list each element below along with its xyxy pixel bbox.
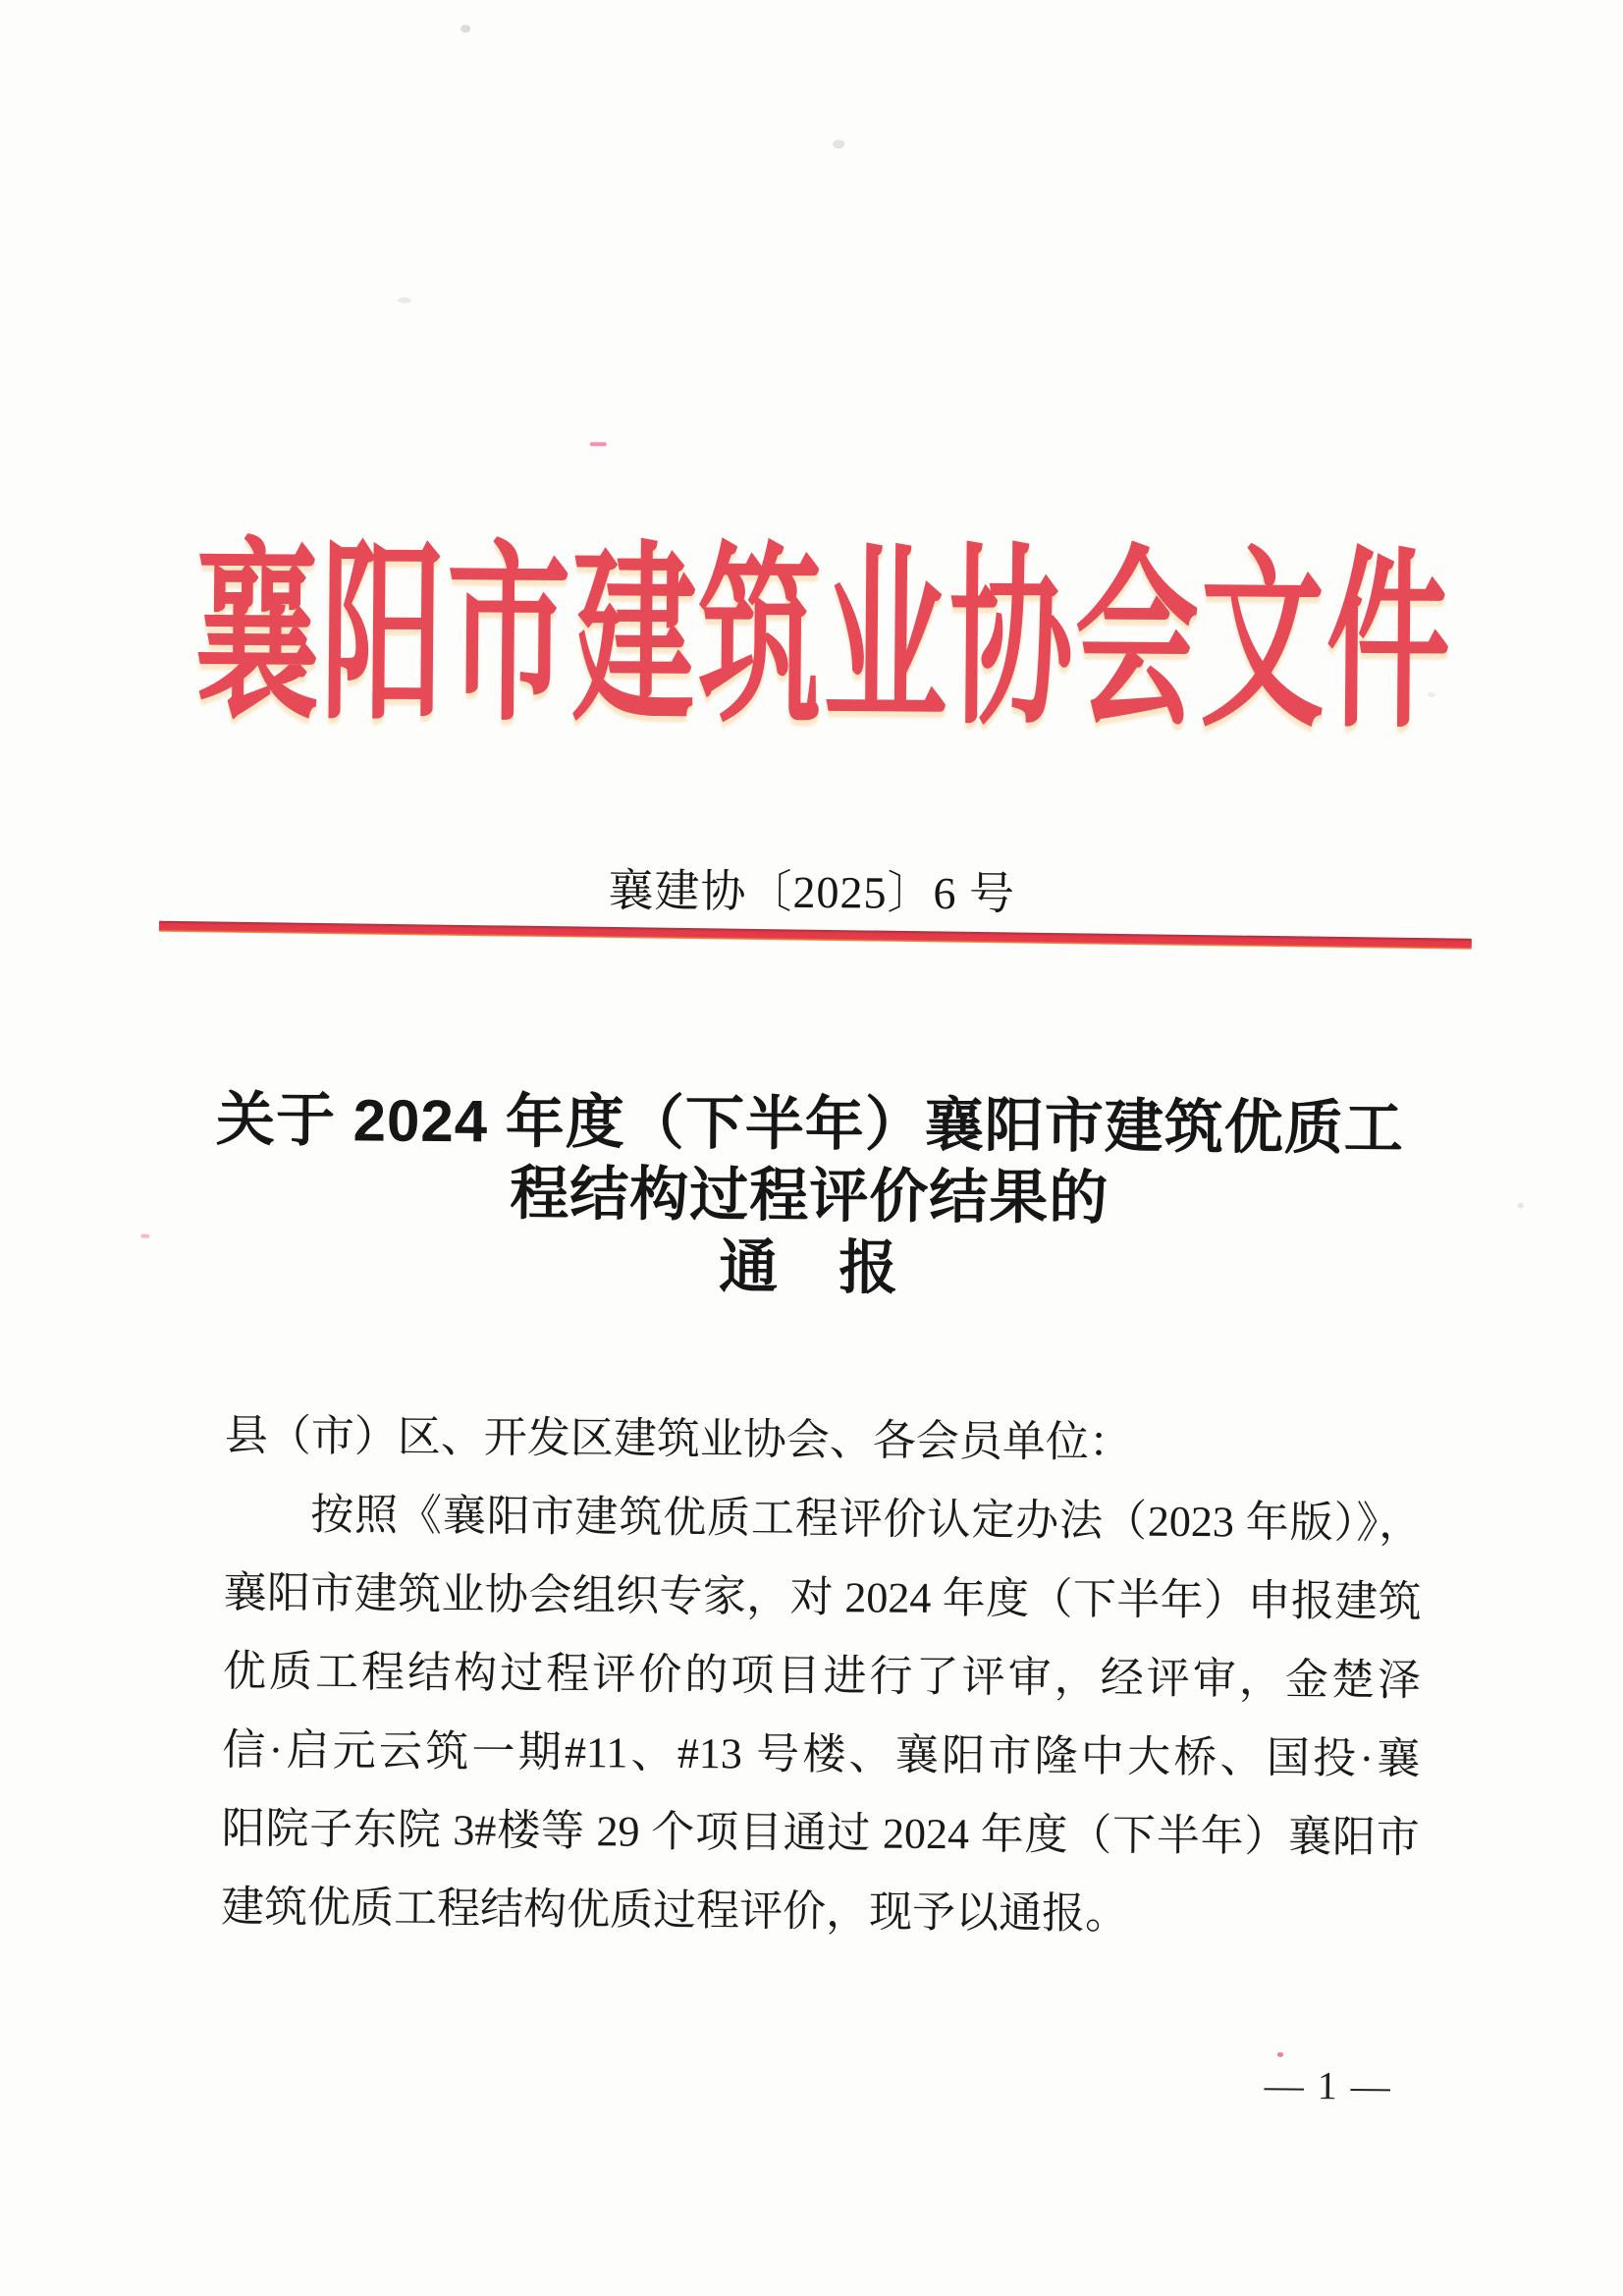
scan-speck (1277, 2052, 1283, 2057)
body-line: 襄阳市建筑业协会组织专家，对 2024 年度（下半年）申报建筑 (223, 1568, 1422, 1626)
body-line: 按照《襄阳市建筑优质工程评价认定办法（2023 年版）》， (310, 1491, 1423, 1548)
body-line: 信·启元云筑一期#11、#13 号楼、襄阳市隆中大桥、国投·襄 (222, 1725, 1421, 1783)
scan-speck (460, 25, 470, 32)
body-line: 优质工程结构过程评价的项目进行了评审，经评审，金楚泽 (222, 1647, 1422, 1705)
notice-body (221, 1396, 1423, 1956)
letterhead (12, 511, 1623, 752)
notice-title (0, 1082, 1622, 1310)
body-line: 建筑优质工程结构优质过程评价，现予以通报。 (220, 1883, 1129, 1939)
page-number: — 1 — (1264, 2062, 1392, 2108)
scan-speck (590, 442, 607, 446)
salutation-line: 县（市）区、开发区建筑业协会、各会员单位： (224, 1411, 1133, 1467)
scan-speck (833, 139, 844, 148)
red-divider-rule (159, 921, 1472, 950)
notice-title-line-3: 通 报 (718, 1233, 899, 1301)
document-number: 襄建协〔2025〕6 号 (608, 865, 1016, 919)
scan-speck (398, 298, 411, 303)
body-line: 阳院子东院 3#楼等 29 个项目通过 2024 年度（下半年）襄阳市 (221, 1804, 1420, 1862)
notice-title-line-2: 程结构过程评价结果的 (510, 1160, 1109, 1231)
letterhead-org-title: 襄阳市建筑业协会文件 (193, 528, 1453, 752)
notice-title-line-1: 关于 2024 年度（下半年）襄阳市建筑优质工 (215, 1086, 1405, 1162)
